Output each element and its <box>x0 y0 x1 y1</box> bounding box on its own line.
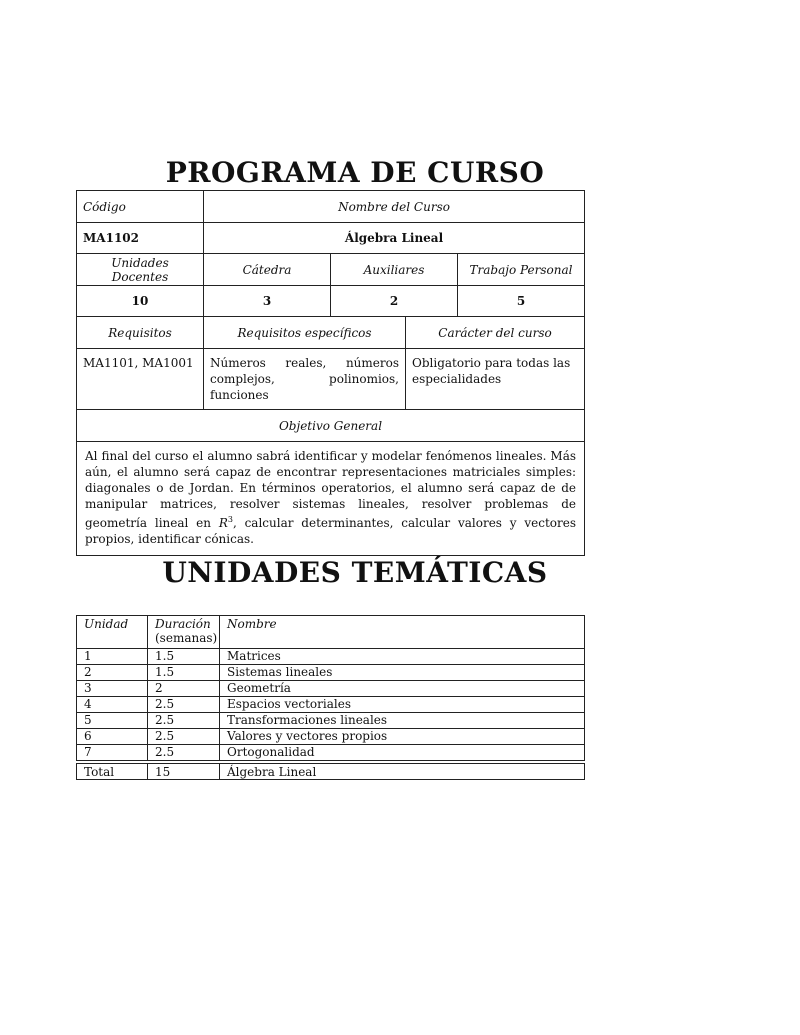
unit-name: Espacios vectoriales <box>220 697 585 713</box>
specific-requirements-value: Números reales, números complejos, polinomios, funciones <box>204 349 406 410</box>
unit-duration: 2.5 <box>148 713 220 729</box>
personal-work-header: Trabajo Personal <box>458 254 585 286</box>
table-row <box>77 697 585 713</box>
unit-duration: 2.5 <box>148 729 220 745</box>
course-program-table <box>76 190 585 556</box>
teaching-units-header: Unidades Docentes <box>77 254 204 286</box>
auxiliary-header: Auxiliares <box>331 254 458 286</box>
unit-number: 3 <box>77 681 148 697</box>
code-header: Código <box>77 191 204 223</box>
table-row <box>77 729 585 745</box>
unit-number: 5 <box>77 713 148 729</box>
course-code: MA1102 <box>77 223 204 254</box>
unit-number: 2 <box>77 665 148 681</box>
duration-header-label: Duración <box>155 617 211 631</box>
unit-name: Sistemas lineales <box>220 665 585 681</box>
unit-number: 7 <box>77 745 148 761</box>
teaching-units-value: 10 <box>77 286 204 317</box>
unit-duration: 2 <box>148 681 220 697</box>
auxiliary-value: 2 <box>331 286 458 317</box>
course-character-value: Obligatorio para todas las especialidades <box>406 349 585 410</box>
table-row <box>77 713 585 729</box>
objective-text-part2: , calcular determinantes, calcular valores y vectores propios, identificar cónicas. <box>85 516 577 546</box>
total-row <box>77 764 585 780</box>
table-row <box>77 745 585 761</box>
requirements-value: MA1101, MA1001 <box>77 349 204 410</box>
table-row <box>77 681 585 697</box>
total-duration: 15 <box>148 764 220 780</box>
duration-column-header <box>148 616 220 649</box>
total-name: Álgebra Lineal <box>220 764 585 780</box>
objective-text-part1: Al final del curso el alumno sabrá identificar y modelar fenómenos lineales. Más aún, el alumno será capaz de encontrar representaciones matriciales simples: diagonales o de Jordan. En términos operatorios, el alumno será capaz de de manipular matrices, resolver sistemas lineales, resolver problemas de geometría lineal en <box>85 449 577 530</box>
course-character-header: Carácter del curso <box>406 317 585 349</box>
unit-duration: 2.5 <box>148 745 220 761</box>
thematic-units-table <box>76 615 585 761</box>
units-total-table <box>76 763 585 780</box>
unit-duration: 2.5 <box>148 697 220 713</box>
requirements-header: Requisitos <box>77 317 204 349</box>
unit-number: 1 <box>77 649 148 665</box>
duration-header-unit: (semanas) <box>155 631 218 645</box>
specific-requirements-header: Requisitos específicos <box>204 317 406 349</box>
unit-duration: 1.5 <box>148 665 220 681</box>
general-objective-text <box>77 442 585 556</box>
course-name-header: Nombre del Curso <box>204 191 585 223</box>
personal-work-value: 5 <box>458 286 585 317</box>
name-column-header: Nombre <box>220 616 585 649</box>
course-name: Álgebra Lineal <box>204 223 585 254</box>
table-row <box>77 665 585 681</box>
units-title: UNIDADES TEMÁTICAS <box>162 556 548 589</box>
unit-number: 4 <box>77 697 148 713</box>
objective-space-exponent: 3 <box>227 515 233 524</box>
lecture-value: 3 <box>204 286 331 317</box>
unit-duration: 1.5 <box>148 649 220 665</box>
unit-number: 6 <box>77 729 148 745</box>
unit-name: Valores y vectores propios <box>220 729 585 745</box>
objective-space-symbol: R <box>218 516 228 530</box>
total-label: Total <box>77 764 148 780</box>
lecture-header: Cátedra <box>204 254 331 286</box>
unit-name: Transformaciones lineales <box>220 713 585 729</box>
table-row <box>77 649 585 665</box>
unit-name: Matrices <box>220 649 585 665</box>
unit-name: Ortogonalidad <box>220 745 585 761</box>
unit-column-header: Unidad <box>77 616 148 649</box>
unit-name: Geometría <box>220 681 585 697</box>
general-objective-header: Objetivo General <box>77 410 585 442</box>
program-title: PROGRAMA DE CURSO <box>165 156 545 189</box>
